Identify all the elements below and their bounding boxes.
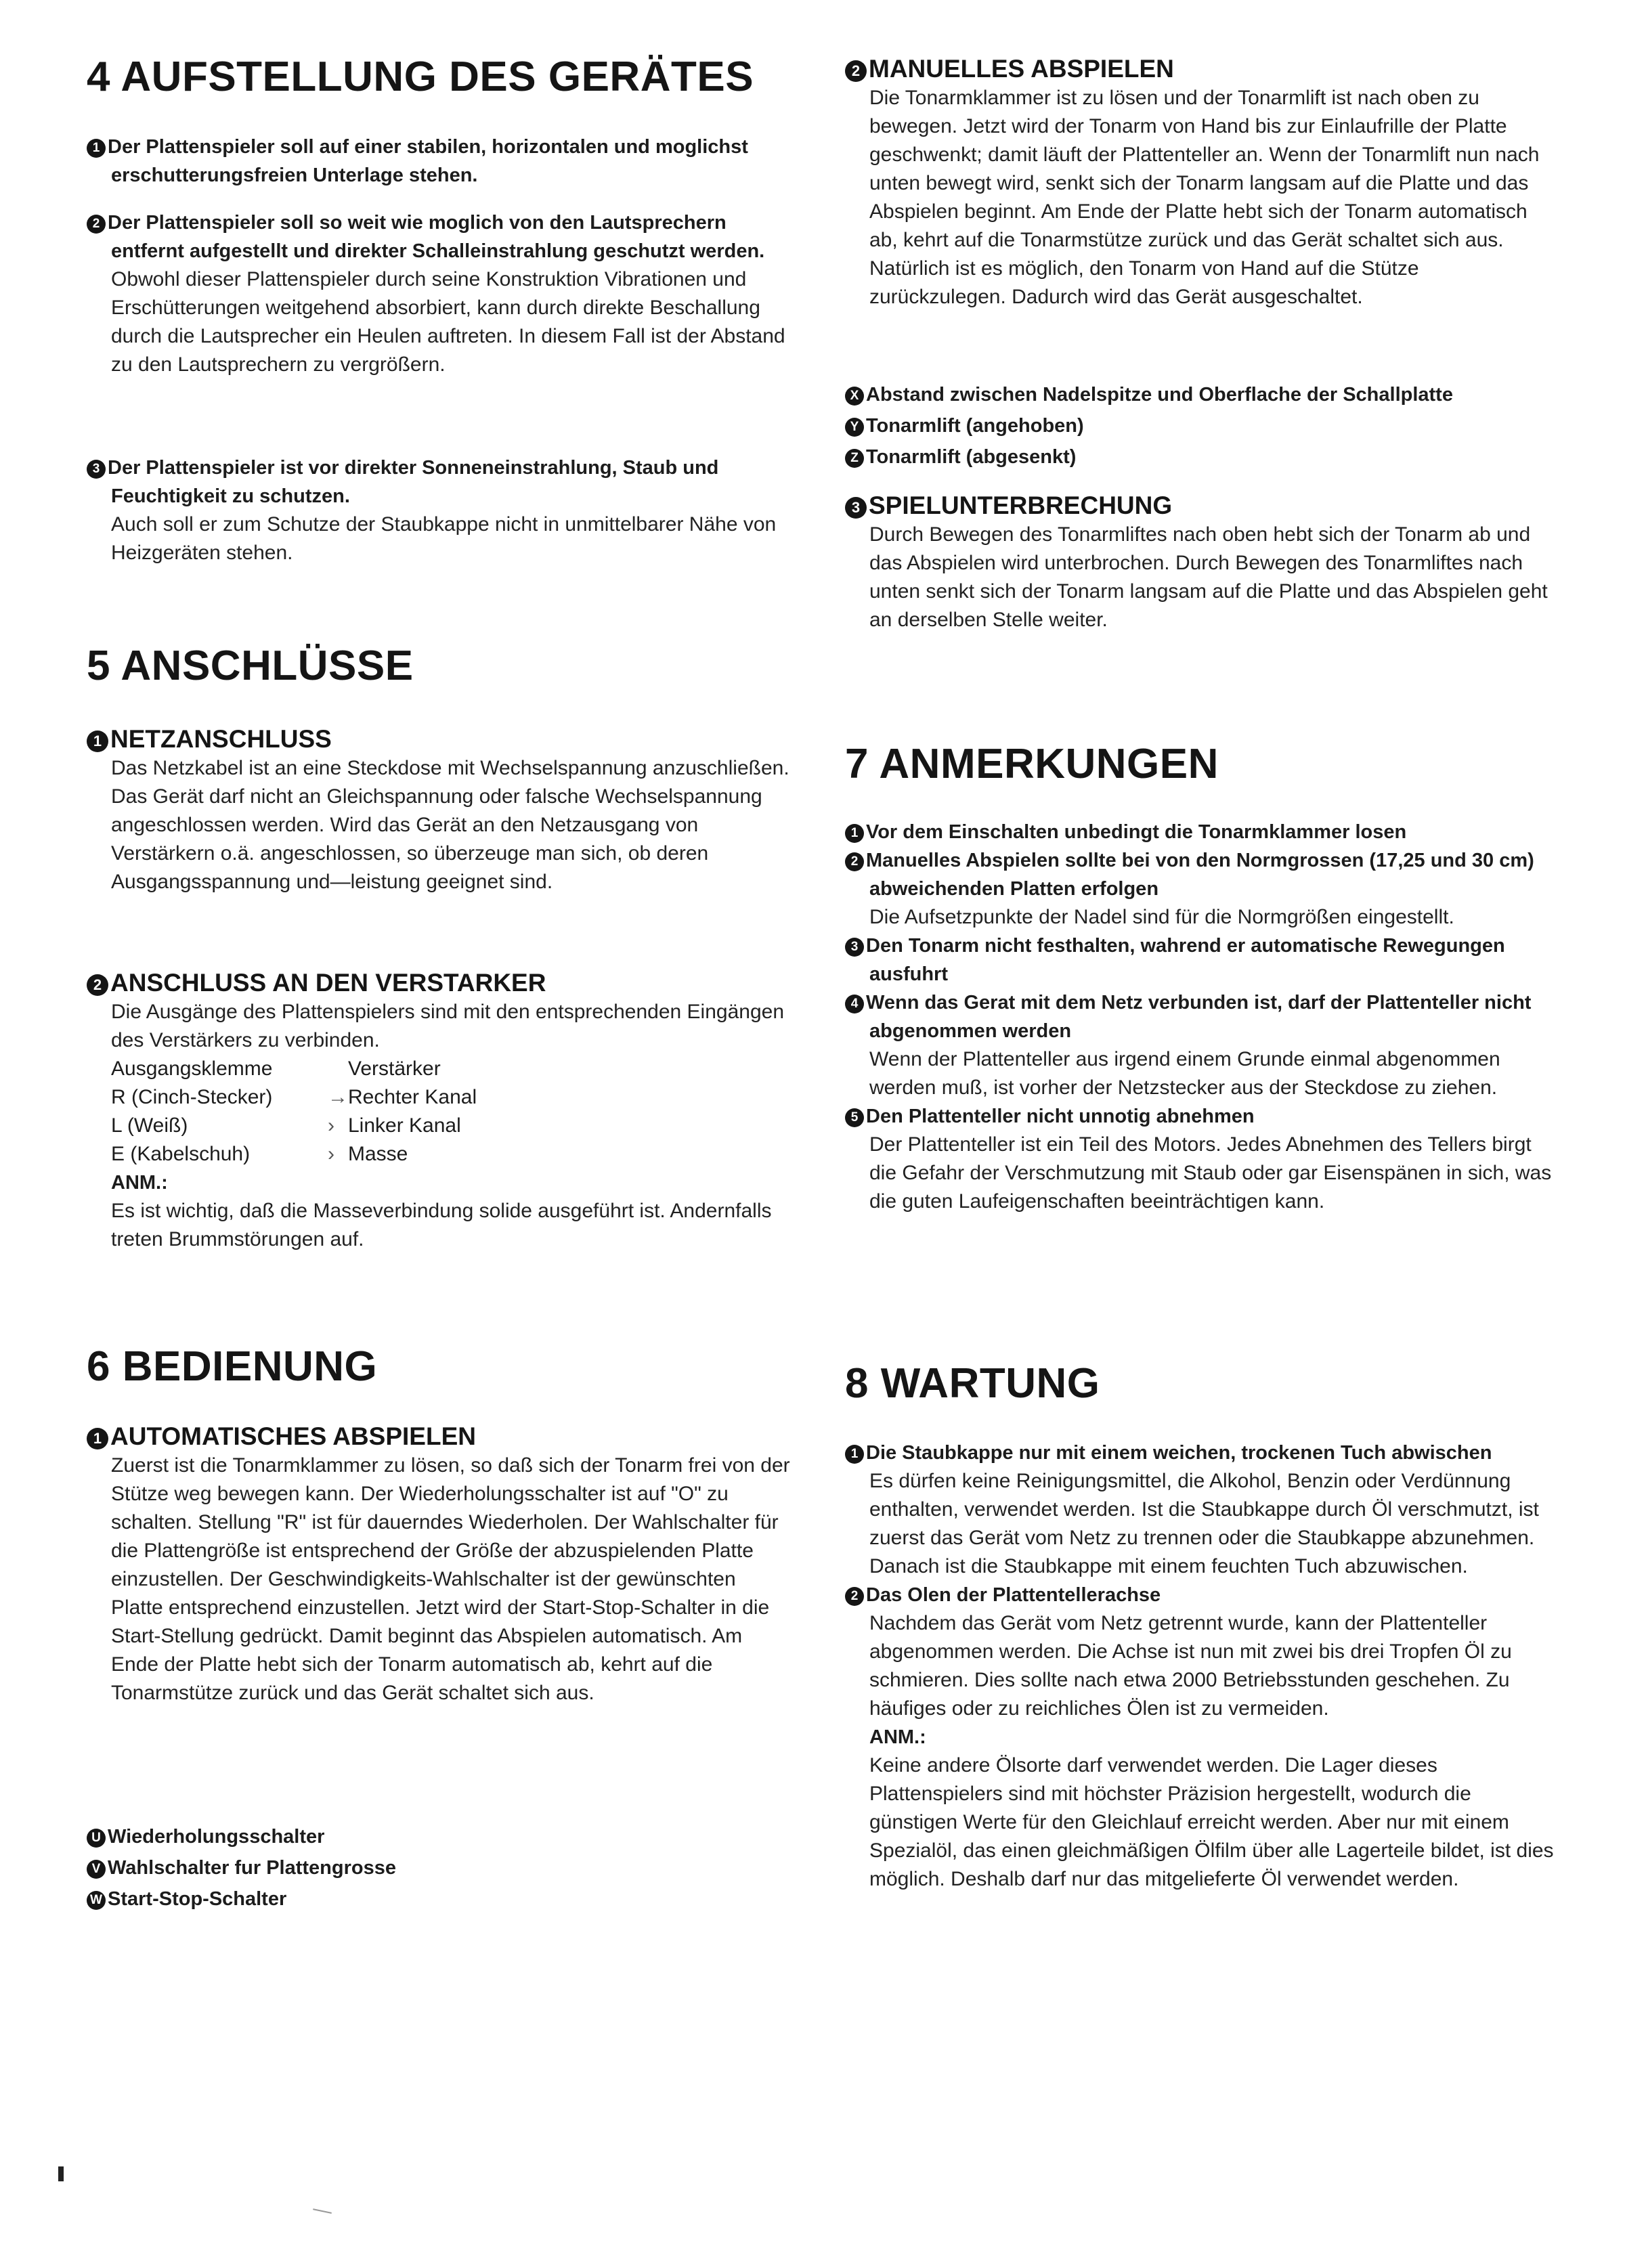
number-icon: 1: [87, 1428, 108, 1449]
section-title: 8 WARTUNG: [845, 1360, 1100, 1407]
item-body: Der Plattenteller ist ein Teil des Motors. Jedes Abnehmen des Tellers birgt die Gefahr der Verschmutzung mit Staub oder gar Eisenspänen in sich, was die guten Laufeigenschaften beeinträchtigen kann.: [869, 1133, 1552, 1213]
list-item: 3 Den Tonarm nicht festhalten, wahrend er automatische Rewegungen ausfuhrt: [845, 932, 1556, 988]
section-4: [87, 54, 791, 100]
letter-icon: V: [87, 1860, 106, 1879]
subsection-title: 2 MANUELLES ABSPIELEN: [845, 54, 1556, 84]
subsection-body: Durch Bewegen des Tonarmliftes nach oben hebt sich der Tonarm ab und das Abspielen wird unterbrochen. Durch Bewegen des Tonarmliftes nach unten senkt sich der Tonarm langsam auf die Platte und das Abspielen geht an derselben Stelle weiter.: [869, 523, 1548, 632]
number-icon: 1: [87, 139, 106, 158]
section-4-item-1: [87, 133, 791, 190]
number-icon: 3: [845, 938, 864, 957]
letter-icon: Y: [845, 418, 864, 437]
item-lead: Der Plattenspieler ist vor direkter Sonneneinstrahlung, Staub und Feuchtigkeit zu schutzen.: [108, 457, 719, 507]
note-label: ANM.:: [869, 1726, 926, 1748]
section-4-item-3: [87, 454, 791, 567]
section-6-sub-2: [845, 54, 1556, 311]
number-icon: 3: [87, 460, 106, 479]
number-icon: 5: [845, 1108, 864, 1127]
subsection-body: Zuerst ist die Tonarmklammer zu lösen, so daß sich der Tonarm frei von der Stütze weg bewegen kann. Der Wiederholungsschalter ist auf "O" zu schalten. Stellung "R" ist für dauerndes Wiederholen. Der Wahlschalter für die Plattengröße ist entsprechend der Größe der abzuspielenden Platte einzustellen. Der Geschwindigkeits-Wahlschalter ist der gewünschten Platte entsprechend einzustellen. Jetzt wird der Start-Stop-Schalter in die Start-Stellung gedrückt. Damit beginnt das Abspielen automatisch. Am Ende der Platte hebt sich der Tonarm automatisch ab, kehrt auf die Tonarmstütze zurück und das Gerät schaltet sich aus.: [111, 1454, 790, 1705]
number-icon: 1: [845, 824, 864, 843]
section-title: 6 BEDIENUNG: [87, 1343, 378, 1390]
list-item: 5 Den Plattenteller nicht unnotig abnehmen: [845, 1102, 1556, 1131]
section-8-items: [845, 1439, 1556, 1894]
item-body: Obwohl dieser Plattenspieler durch seine Konstruktion Vibrationen und Erschütterungen weitgehend absorbiert, kann durch direkte Beschallung durch die Lautsprecher ein Heulen auftreten. In diesem Fall ist der Abstand zu den Lautsprechern zu vergrößern.: [111, 268, 785, 376]
number-icon: 1: [87, 730, 108, 752]
number-icon: 2: [87, 215, 106, 234]
subsection-title: 2 ANSCHLUSS AN DEN VERSTARKER: [87, 968, 791, 998]
note-body: Keine andere Ölsorte darf verwendet werden. Die Lager dieses Plattenspielers sind mit höchster Präzision hergestellt, wodurch die günstigen Werte für den Gleichlauf erreicht werden. Aber nur mit einem Spezialöl, das einen gleichmäßigen Ölfilm über alle Lagerteile bildet, ist dies möglich. Deshalb darf nur das mitgelieferte Öl verwendet werden.: [869, 1754, 1554, 1890]
arrow-icon: ›: [328, 1114, 334, 1137]
list-item: 4 Wenn das Gerat mit dem Netz verbunden ist, darf der Plattenteller nicht abgenommen werden: [845, 988, 1556, 1045]
scan-mark: [58, 2166, 64, 2181]
section-8: [845, 1361, 1556, 1407]
item-body: Wenn der Plattenteller aus irgend einem Grunde einmal abgenommen werden muß, ist vorher der Netzstecker aus der Steckdose zu ziehen.: [869, 1048, 1500, 1099]
section-title: 5 ANSCHLÜSSE: [87, 642, 414, 689]
subsection-title: 1 NETZANSCHLUSS: [87, 724, 791, 754]
section-6-labels: [87, 1821, 791, 1915]
subsection-title: 3 SPIELUNTERBRECHUNG: [845, 491, 1556, 521]
section-6-sub-2-labels: [845, 379, 1556, 473]
connection-table: [87, 1055, 791, 1169]
section-4-item-2: [87, 209, 791, 379]
letter-icon: X: [845, 387, 864, 406]
table-header: Ausgangsklemme Verstärker: [111, 1057, 441, 1081]
note-label: ANM.:: [111, 1172, 168, 1194]
number-icon: 2: [845, 60, 867, 82]
list-item: V Wahlschalter fur Plattengrosse: [87, 1852, 791, 1883]
section-6-sub-3: [845, 491, 1556, 634]
section-5: [87, 643, 791, 689]
table-row: L (Weiß) › Linker Kanal: [111, 1112, 791, 1140]
note-body: Es ist wichtig, daß die Masseverbindung solide ausgeführt ist. Andernfalls treten Brummstörungen auf.: [111, 1200, 772, 1251]
item-lead: Der Plattenspieler soll auf einer stabilen, horizontalen und moglichst erschutterungsfreien Unterlage stehen.: [108, 136, 748, 186]
number-icon: 2: [87, 974, 108, 996]
letter-icon: Z: [845, 449, 864, 468]
list-item: W Start-Stop-Schalter: [87, 1883, 791, 1915]
item-body: Es dürfen keine Reinigungsmittel, die Alkohol, Benzin oder Verdünnung enthalten, verwendet werden. Ist die Staubkappe durch Öl verschmutzt, ist zuerst das Gerät vom Netz zu trennen oder die Staubkappe abzunehmen. Danach ist die Staubkappe mit einem feuchten Tuch abzuwischen.: [869, 1470, 1539, 1577]
arrow-icon: ›: [328, 1143, 334, 1166]
item-lead: Der Plattenspieler soll so weit wie moglich von den Lautsprechern entfernt aufgestellt und direkter Schalleinstrahlung geschutzt werden.: [108, 212, 765, 262]
subsection-body: Die Tonarmklammer ist zu lösen und der Tonarmlift ist nach oben zu bewegen. Jetzt wird der Tonarm von Hand bis zur Einlaufrille der Platte geschwenkt; damit läuft der Plattenteller an. Wenn der Tonarmlift nun nach unten bewegt wird, senkt sich der Tonarm langsam auf die Platte und das Abspielen beginnt. Am Ende der Platte hebt sich der Tonarm automatisch ab, kehrt auf die Tonarmstütze zurück und das Gerät schaltet sich aus. Natürlich ist es möglich, den Tonarm von Hand auf die Stütze zurückzulegen. Dadurch wird das Gerät ausgeschaltet.: [869, 87, 1540, 309]
number-icon: 2: [845, 1587, 864, 1606]
table-row: R (Cinch-Stecker) → Rechter Kanal: [111, 1083, 791, 1112]
section-6: [87, 1344, 791, 1390]
section-6-sub-1: [87, 1422, 791, 1707]
table-row: E (Kabelschuh) › Masse: [111, 1140, 791, 1169]
list-item: Y Tonarmlift (angehoben): [845, 410, 1556, 441]
subsection-body: Die Ausgänge des Plattenspielers sind mit den entsprechenden Eingängen des Verstärkers zu verbinden.: [111, 1001, 785, 1052]
number-icon: 3: [845, 497, 867, 519]
section-5-sub-2: [87, 968, 791, 1254]
section-5-sub-1: [87, 724, 791, 896]
item-body: Auch soll er zum Schutze der Staubkappe nicht in unmittelbarer Nähe von Heizgeräten stehen.: [111, 513, 777, 564]
section-title: 4 AUFSTELLUNG DES GERÄTES: [87, 53, 754, 100]
list-item: 2 Das Olen der Plattentellerachse: [845, 1581, 1556, 1609]
subsection-title: 1 AUTOMATISCHES ABSPIELEN: [87, 1422, 791, 1452]
list-item: U Wiederholungsschalter: [87, 1821, 791, 1852]
subsection-body: Das Netzkabel ist an eine Steckdose mit Wechselspannung anzuschließen. Das Gerät darf nicht an Gleichspannung oder falsche Wechselspannung angeschlossen werden. Wird das Gerät an den Netzausgang von Verstärkern o.ä. angeschlossen, so überzeuge man sich, ob deren Ausgangsspannung und—leistung geeignet sind.: [111, 757, 789, 894]
arrow-icon: →: [328, 1086, 348, 1109]
list-item: 2 Manuelles Abspielen sollte bei von den Normgrossen (17,25 und 30 cm) abweichenden Platten erfolgen: [845, 846, 1556, 903]
list-item: Z Tonarmlift (abgesenkt): [845, 441, 1556, 473]
section-7: [845, 741, 1556, 787]
letter-icon: U: [87, 1829, 106, 1848]
number-icon: 4: [845, 995, 864, 1013]
list-item: 1 Vor dem Einschalten unbedingt die Tonarmklammer losen: [845, 818, 1556, 846]
item-body: Nachdem das Gerät vom Netz getrennt wurde, kann der Plattenteller abgenommen werden. Die Achse ist nun mit zwei bis drei Tropfen Öl zu schmieren. Dies sollte nach etwa 2000 Betriebsstunden geschehen. Zu häufiges oder zu reichliches Ölen ist zu vermeiden.: [869, 1612, 1512, 1720]
scan-mark: [313, 2208, 332, 2214]
item-body: Die Aufsetzpunkte der Nadel sind für die Normgrößen eingestellt.: [869, 906, 1454, 928]
number-icon: 2: [845, 852, 864, 871]
letter-icon: W: [87, 1891, 106, 1910]
number-icon: 1: [845, 1445, 864, 1464]
section-title: 7 ANMERKUNGEN: [845, 741, 1219, 787]
section-7-items: [845, 818, 1556, 1216]
list-item: 1 Die Staubkappe nur mit einem weichen, trockenen Tuch abwischen: [845, 1439, 1556, 1467]
list-item: X Abstand zwischen Nadelspitze und Oberflache der Schallplatte: [845, 379, 1556, 410]
